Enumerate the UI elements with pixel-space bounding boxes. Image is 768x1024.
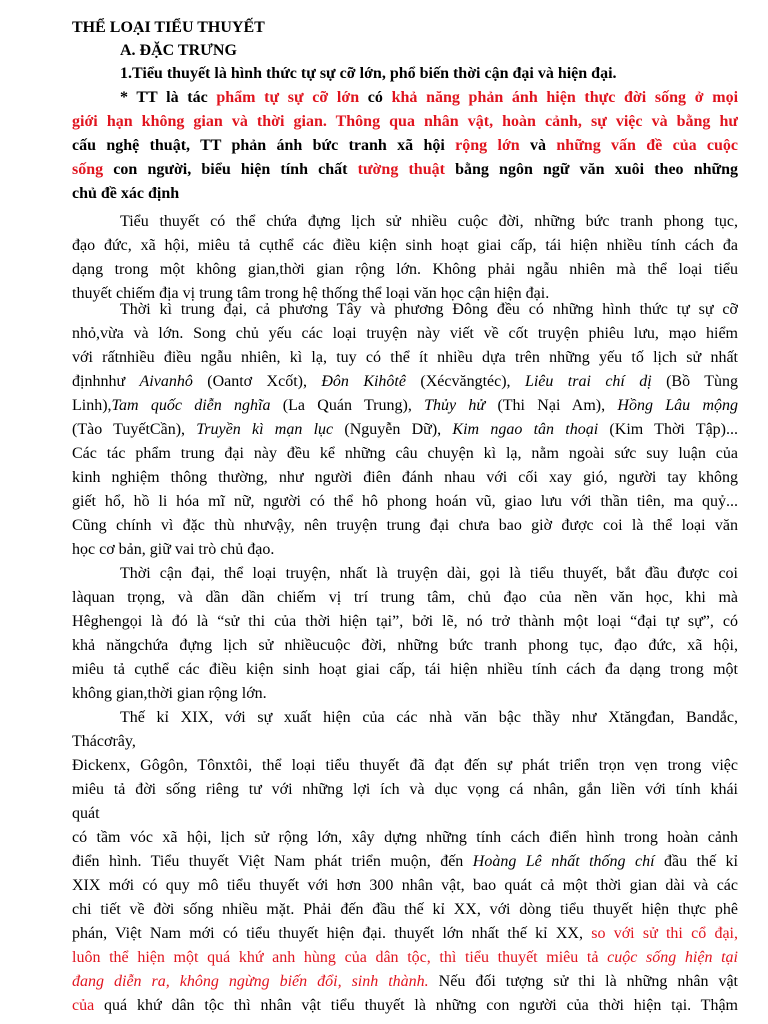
paragraph-line xyxy=(72,994,738,1017)
section-heading: A. ĐẶC TRƯNG xyxy=(120,42,237,59)
work-title: Thủy hử xyxy=(424,397,486,414)
text-run: (La Quán Trung), xyxy=(270,397,425,414)
highlight-run: cuộc sống hiện tại xyxy=(607,949,738,966)
text-run: quá khứ dân tộc thì nhân vật tiểu thuyết là những con người của thời hiện tại. Thậm xyxy=(94,997,738,1014)
highlight-run: của xyxy=(72,997,95,1014)
work-title: Aivanhô xyxy=(139,373,193,390)
paragraph-line: miêu tả cụthể các điều kiện sinh hoạt giai cấp, tái hiện nhiều tính cách đa dạng trong một xyxy=(72,661,738,678)
paragraph-line: giết hổ, hồ li hóa mĩ nữ, người có thể hô phong hoán vũ, giao lưu với thần tiên, ma quỷ... xyxy=(72,493,738,510)
paragraph-line: Thế kỉ XIX, với sự xuất hiện của các nhà văn bậc thầy như Xtăngđan, Bandắc, xyxy=(120,709,738,726)
work-title: Hồng Lâu mộng xyxy=(617,397,738,414)
intro-line xyxy=(120,86,738,109)
paragraph-line: Thácơrây, xyxy=(72,733,136,750)
work-title: Tam quốc diễn nghĩa xyxy=(111,397,271,414)
text-run: điển hình. Tiểu thuyết Việt Nam phát triển muộn, đến xyxy=(72,853,473,870)
highlight-run: rộng lớn xyxy=(455,137,520,154)
text-run: (Xécvăngtéc), xyxy=(405,373,525,390)
highlight-run: tường thuật xyxy=(357,161,445,178)
text-run: có xyxy=(359,89,392,106)
paragraph-line: miêu tả đời sống riêng tư với những lợi ích và dục vọng cá nhân, gắn liền với tính khái xyxy=(72,781,738,798)
paragraph-line xyxy=(72,946,738,969)
text-run: (Nguyễn Dữ), xyxy=(333,421,453,438)
paragraph-line: kinh nghiệm thông thường, như người điên đánh nhau với cối xay gió, người tay không xyxy=(72,469,738,486)
work-title: Kim ngao tân thoại xyxy=(452,421,599,438)
paragraph-line: Thời cận đại, thể loại truyện, nhất là truyện dài, gọi là tiểu thuyết, bắt đầu được coi xyxy=(120,565,738,582)
paragraph-line: Cũng chính vì đặc thù nhưvậy, nên truyện trung đại chưa bao giờ được coi là thể loại văn xyxy=(72,517,738,534)
text-run: con người, biểu hiện tính chất xyxy=(103,161,358,178)
highlight-run: khả năng phản ánh hiện thực đời sống ở mọi xyxy=(391,89,738,106)
paragraph-line: Đickenx, Gôgôn, Tônxtôi, thể loại tiểu thuyết đã đạt đến sự phát triển trọn vẹn trong việc xyxy=(72,757,738,774)
text-run: (Thi Nại Am), xyxy=(485,397,618,414)
paragraph-line: Các tác phẩm trung đại này đều kể những câu chuyện kì lạ, nằm ngoài sức suy luận của xyxy=(72,445,738,462)
text-run: * TT là tác xyxy=(120,89,217,106)
text-run: và xyxy=(519,137,557,154)
intro-line xyxy=(72,134,738,157)
paragraph-line: khả năngchứa đựng lịch sử nhiềucuộc đời, những bức tranh phong tục, đạo đức, xã hội, xyxy=(72,637,738,654)
work-title: Hoàng Lê nhất thống chí xyxy=(472,853,655,870)
highlight-run: sống xyxy=(72,161,104,178)
paragraph-line: XIX mới có quy mô tiểu thuyết với hơn 300 nhân vật, bao quát cả một thời gian dài và các xyxy=(72,877,738,894)
paragraph-line: với rấtnhiều điều ngẫu nhiên, kì lạ, tuy có thể ít nhiều dựa trên những yếu tố lịch sử nhất xyxy=(72,349,738,366)
work-title: Truyền kì mạn lục xyxy=(196,421,334,438)
text-run: Nếu đối tượng sử thi là những nhân vật xyxy=(428,973,738,990)
text-run: (Bồ Tùng xyxy=(651,373,738,390)
text-run: (Tào TuyếtCần), xyxy=(72,421,197,438)
highlight-run: những vấn đề của cuộc xyxy=(556,137,738,154)
paragraph-line: nhỏ,vừa và lớn. Song chủ yếu các loại truyện này viết về cốt truyện phiêu lưu, mạo hiểm xyxy=(72,325,738,342)
text-run: phán, Việt Nam mới có tiểu thuyết hiện đại. thuyết lớn nhất thế kỉ XX, xyxy=(72,925,592,942)
document-title: THỂ LOẠI TIỂU THUYẾT xyxy=(72,19,265,36)
text-run: địnhnhư xyxy=(72,373,140,390)
intro-line: giới hạn không gian và thời gian. Thông qua nhân vật, hoàn cảnh, sự việc và bằng hư xyxy=(72,113,738,130)
intro-line: chủ đề xác định xyxy=(72,185,180,202)
paragraph-line xyxy=(72,418,738,441)
highlight-run: luôn thể hiện một quá khứ anh hùng của dân tộc, thì tiểu thuyết miêu tả xyxy=(72,949,608,966)
work-title: Đôn Kihôtê xyxy=(321,373,406,390)
paragraph-line: Thời kì trung đại, cả phương Tây và phương Đông đều có những hình thức tự sự cỡ xyxy=(120,301,738,318)
paragraph-line xyxy=(72,394,738,417)
paragraph-line: có tầm vóc xã hội, lịch sử rộng lớn, xây dựng những tính cách điển hình trong hoàn cảnh xyxy=(72,829,738,846)
paragraph-line: Hêghengọi là đó là “sử thi của thời hiện tại”, bởi lẽ, nó trở thành một loại “đại tự sự”, có xyxy=(72,613,738,630)
paragraph-line: quát xyxy=(72,805,100,822)
paragraph-line: không gian,thời gian rộng lớn. xyxy=(72,685,267,702)
text-run: (Kim Thời Tập)... xyxy=(598,421,738,438)
work-title: Liêu trai chí dị xyxy=(524,373,652,390)
text-run: (Oantơ Xcốt), xyxy=(192,373,322,390)
paragraph-line xyxy=(72,850,738,873)
paragraph-line: đạo đức, xã hội, miêu tả cụthể các điều kiện sinh hoạt giai cấp, tái hiện nhiều tính cách đa xyxy=(72,237,738,254)
text-run: Linh), xyxy=(72,397,112,414)
paragraph-line: dạng trong một không gian,thời gian rộng lớn. Không phải ngẫu nhiên mà thể loại tiểu xyxy=(72,261,738,278)
paragraph-line: chi tiết về đời sống nhiều mặt. Phải đến đầu thế kỉ XX, với dòng tiểu thuyết hiện thực phê xyxy=(72,901,738,918)
text-run: cấu nghệ thuật, TT phản ánh bức tranh xã hội xyxy=(72,137,456,154)
highlight-run: đang diễn ra, không ngừng biến đổi, sinh thành. xyxy=(72,973,429,990)
text-run: bằng ngôn ngữ văn xuôi theo những xyxy=(444,161,738,178)
intro-line xyxy=(72,158,738,181)
paragraph-line: làquan trọng, và dần dần chiếm vị trí trung tâm, chủ đạo của nền văn học, khi mà xyxy=(72,589,738,606)
highlight-run: phẩm tự sự cỡ lớn xyxy=(216,89,360,106)
highlight-run: so với sử thi cổ đại, xyxy=(591,925,738,942)
paragraph-line: học cơ bản, giữ vai trò chủ đạo. xyxy=(72,541,275,558)
text-run: đầu thế kỉ xyxy=(654,853,738,870)
point-heading: 1.Tiểu thuyết là hình thức tự sự cỡ lớn, phổ biến thời cận đại và hiện đại. xyxy=(120,65,617,82)
paragraph-line: Tiểu thuyết có thể chứa đựng lịch sử nhiều cuộc đời, những bức tranh phong tục, xyxy=(120,213,738,230)
paragraph-line: thuyết chiếm địa vị trung tâm trong hệ thống thể loại văn học cận hiện đại. xyxy=(72,285,550,302)
paragraph-line xyxy=(72,970,738,993)
paragraph-line xyxy=(72,370,738,393)
paragraph-line xyxy=(72,922,738,945)
